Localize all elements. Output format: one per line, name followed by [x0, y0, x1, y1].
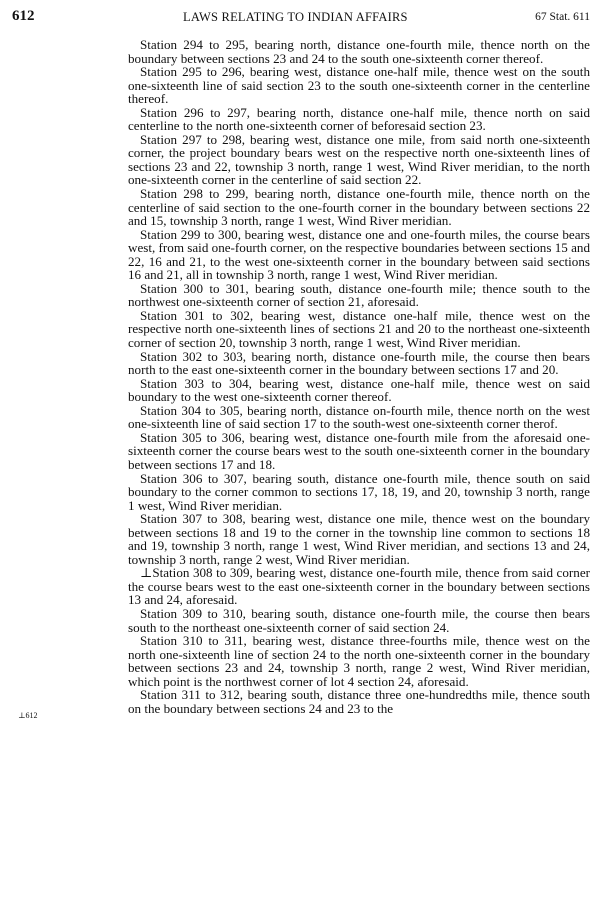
paragraph-station-304: Station 304 to 305, bearing north, distance on-fourth mile, thence north on the west one-sixteenth line of said section 17 to the south-west one-sixteenth corner therof.	[128, 402, 590, 432]
paragraph-station-305: Station 305 to 306, bearing west, distance one-fourth mile from the aforesaid one-sixteenth corner the course bears west to the south one-sixteenth corner in the boundary between sections 17 and 18.	[128, 429, 590, 472]
paragraph-station-297: Station 297 to 298, bearing west, distance one mile, from said north one-sixteenth corner, the project boundary bears west on the respective north one-sixteenth lines of sections 23 and 22, township 3 north, range 1 west, Wind River meridian, to the north one-sixteenth corner in the centerline of said section 22.	[128, 131, 590, 188]
running-head: LAWS RELATING TO INDIAN AFFAIRS	[183, 10, 408, 24]
paragraph-station-310: Station 310 to 311, bearing west, distance three-fourths mile, thence west on the north one-sixteenth line of section 24 to the north one-sixteenth corner in the boundary between sections 23 and 24, township 3 north, range 2 west, Wind River meridian, which point is the northwest corner of lot 4 section 24, aforesaid.	[128, 633, 590, 689]
paragraph-station-311: Station 311 to 312, bearing south, distance three one-hundredths mile, thence south on the boundary between sections 24 and 23 to the	[128, 687, 590, 716]
paragraph-station-303: Station 303 to 304, bearing west, distance one-half mile, thence west on said boundary to the west one-sixteenth corner thereof.	[128, 375, 590, 405]
paragraph-station-309: Station 309 to 310, bearing south, distance one-fourth mile, the course then bears south to the northeast one-sixteenth corner of said section 24.	[128, 605, 590, 635]
paragraph-station-296: Station 296 to 297, bearing north, distance one-half mile, thence north on said centerline to the north one-sixteenth corner of beforesaid section 23.	[128, 104, 590, 134]
paragraph-station-308: ⊥Station 308 to 309, bearing west, distance one-fourth mile, thence from said corner the course bears west to the east one-sixteenth corner in the boundary between sections 13 and 24, aforesaid.	[128, 565, 590, 608]
margin-page-marker: ⊥612	[18, 711, 38, 720]
paragraph-station-307: Station 307 to 308, bearing west, distance one mile, thence west on the boundary between sections 18 and 19 to the corner in the township line common to sections 18 and 19, township 3 north, range 1 west, Wind River meridian, and sections 13 and 24, township 3 north, range 2 west, Wind River meridian.	[128, 511, 590, 567]
paragraph-station-294: Station 294 to 295, bearing north, distance one-fourth mile, thence north on the boundary between sections 23 and 24 to the south one-sixteenth corner thereof.	[128, 37, 590, 66]
page-number: 612	[12, 8, 35, 24]
paragraph-station-306: Station 306 to 307, bearing south, distance one-fourth mile, thence south on said boundary to the corner common to sections 17, 18, 19, and 20, township 3 north, range 1 west, Wind River meridian.	[128, 470, 590, 513]
paragraph-station-299: Station 299 to 300, bearing west, distance one and one-fourth miles, the course bears west, from said one-fourth corner, on the respective boundaries between sections 15 and 22, 16 and 21, to the west one-sixteenth corner in the boundary between said sections 16 and 21, all in township 3 north, range 1 west, Wind River meridian.	[128, 226, 590, 283]
statute-citation: 67 Stat. 611	[535, 11, 590, 23]
paragraph-station-300: Station 300 to 301, bearing south, distance one-fourth mile; thence south to the northwest one-sixteenth corner of section 21, aforesaid.	[128, 280, 590, 310]
page-header	[0, 8, 604, 32]
document-body	[128, 38, 590, 715]
paragraph-station-295: Station 295 to 296, bearing west, distance one-half mile, thence west on the south one-sixteenth line of said section 23 to the south one-sixteenth corner in the centerline thereof.	[128, 64, 590, 107]
paragraph-station-298: Station 298 to 299, bearing north, distance one-fourth mile, thence north on the centerline of said section to the one-fourth corner in the boundary between sections 22 and 15, township 3 north, range 1 west, Wind River meridian.	[128, 186, 590, 229]
paragraph-station-301: Station 301 to 302, bearing west, distance one-half mile, thence west on the respective north one-sixteenth lines of sections 21 and 20 to the northeast one-sixteenth corner of section 20, township 3 north, range 1 west, Wind River meridian.	[128, 307, 590, 351]
paragraph-station-302: Station 302 to 303, bearing north, distance one-fourth mile, the course then bears north to the east one-sixteenth corner in the boundary between sections 17 and 20.	[128, 348, 590, 378]
